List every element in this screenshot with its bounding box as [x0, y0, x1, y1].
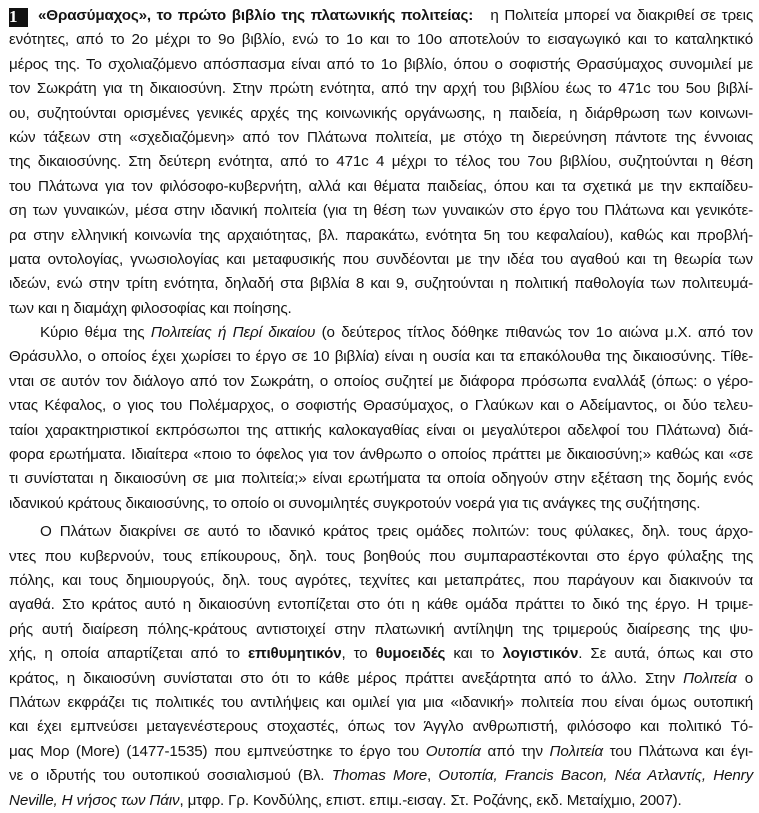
- text-line: [9, 126, 753, 150]
- italic-title: Ουτοπία, Francis Bacon, Νέα Ατλαντίς, Henry: [438, 767, 754, 785]
- text-run: μας Μορ (More) (1477-1535) που εμπνεύστηκε το έργο του: [9, 742, 426, 760]
- section-heading: «Θρασύμαχος», το πρώτο βιβλίο της πλατωνικής πολιτείας:: [38, 7, 474, 24]
- text-line: [9, 321, 753, 345]
- paragraph-republic-structure: [9, 4, 753, 321]
- text-line: [9, 520, 753, 544]
- text-run: ρής αυτή διαίρεση πόλης-κράτους αντιστοιχεί στην πλατωνική αντίληψη της τριμερούς διαίρεσης της ψυ-: [9, 620, 753, 638]
- italic-title: Πολιτεία: [549, 742, 604, 760]
- text-run: η Πολιτεία μπορεί να διακριθεί σε τρεις: [490, 7, 754, 24]
- text-line: [9, 370, 753, 394]
- bold-term: θυμοειδές: [375, 645, 446, 663]
- text-line: [9, 297, 753, 321]
- paragraph-three-classes: [9, 520, 753, 813]
- document-page: [9, 4, 753, 813]
- text-line: [9, 199, 753, 223]
- text-run: πόλης, και τους δημιουργούς, δηλ. τους αγρότες, τεχνίτες και μεταπράτες, που παράγουν και διακινούν τα: [9, 571, 753, 589]
- text-run: του Πλάτωνα και έγι-: [603, 742, 753, 760]
- text-run: κών τάξεων στη «σχεδιαζόμενη» από τον Πλάτωνα πολιτεία, με στόχο τη διερεύνηση πάντοτε της έννοιας: [9, 128, 753, 146]
- text-line: [9, 248, 753, 272]
- text-line: [9, 419, 753, 443]
- text-line: [9, 150, 753, 174]
- text-line: [9, 593, 753, 617]
- text-line: [9, 467, 753, 491]
- text-run: (ο δεύτερος τίτλος δόθηκε πιθανώς τον 1ο αιώνα μ.Χ. από τον: [315, 324, 753, 342]
- text-run: Θράσυλλο, ο οποίος έχει χωρίσει το έργο σε 10 βιβλία) είναι η ουσία και τα επακόλουθα της δικαιοσύνης. Τίθε-: [9, 348, 753, 366]
- text-run: ου, συζητούνται ορισμένες γενικές αρχές της κοινωνικής οργάνωσης, η παιδεία, η διάρθρωση των κοινωνι-: [9, 104, 753, 122]
- text-run: ο: [736, 669, 753, 687]
- text-line: [9, 789, 753, 813]
- text-run: ντας Κέφαλος, ο γιος του Πολέμαρχος, ο σοφιστής Θρασύμαχος, ο Γλαύκων και ο Αδείμαντος, οι δύο τελευ-: [9, 397, 753, 415]
- text-line: [9, 764, 753, 788]
- text-run: φορα ερωτήματα. Ιδιαίτερα «ποιο το όφελος για τον άνθρωπο ο οποίος πράττει με δικαιοσύνη;» καθώς και «σε: [9, 446, 753, 464]
- paragraph-main-theme: [9, 321, 753, 516]
- text-run: , μτφρ. Γρ. Κονδύλης, επιστ. επιμ.-εισαγ. Στ. Ροζάνης, εκδ. Μεταίχμιο, 2007).: [179, 791, 682, 809]
- text-run: νται σε αυτόν τον διάλογο από τον Σωκράτη, ο οποίος συζητεί με διάφορα πρόσωπα εναλλάξ (όπως: ο γέρο-: [9, 372, 753, 390]
- text-run: του Πλάτωνα για τον φιλόσοφο-κυβερνήτη, αλλά και θέματα παιδείας, όπου και τα σχετικά με την εκπαίδευ-: [9, 177, 753, 195]
- italic-title: Thomas More: [331, 767, 427, 785]
- text-run: . Σε αυτά, όπως και στο: [578, 645, 753, 663]
- bold-term: λογιστικόν: [502, 645, 579, 663]
- text-run: Ο Πλάτων διακρίνει σε αυτό το ιδανικό κράτος τρεις ομάδες πολιτών: τους φύλακες, δηλ. τους άρχο-: [40, 523, 753, 541]
- text-line: [9, 642, 753, 666]
- text-run: και έχει εμπνεύσει μεταγενέστερους στοχαστές, όπως τον Άγγλο ανθρωπιστή, φιλόσοφο και πολιτικό Tό-: [9, 718, 753, 736]
- text-run: ιδεών, ενώ στην τρίτη ενότητα, δηλαδή στα βιβλία 8 και 9, συζητούνται η πολιτική παθολογία των πολιτευμά-: [9, 275, 753, 293]
- text-run: ενότητες, από το 2ο μέχρι το 9ο βιβλίο, ενώ το 1ο και το 10ο αποτελούν το εισαγωγικό και το καταληκτικό: [9, 31, 753, 49]
- section-number-badge: 1: [9, 8, 28, 27]
- text-run: κράτος, η δικαιοσύνη συνίσταται στο ότι το κάθε μέρος πράττει ανεξάρτητα από το άλλο. Στην: [9, 669, 684, 687]
- text-line: [9, 102, 753, 126]
- text-line: [9, 443, 753, 467]
- text-line: [9, 618, 753, 642]
- text-line: [9, 4, 753, 28]
- text-line: [9, 394, 753, 418]
- text-run: ταίοι χαρακτηριστικοί εκπρόσωποι της αττικής καλοκαγαθίας είναι οι μεγαλύτεροι αδελφοί του Πλάτωνα) διά-: [9, 421, 753, 439]
- text-line: [9, 545, 753, 569]
- text-line: [9, 272, 753, 296]
- text-run: και το: [445, 645, 503, 663]
- text-run: ιδανικού κράτους δικαιοσύνης, το οποίο οι συνομιλητές συγκροτούν νοερά για τις ανάγκες της συζήτησης.: [9, 494, 701, 512]
- text-run: ματα οντολογίας, γνωσιολογίας και μεταφυσικής που συνδέονται με την ιδέα του αγαθού και τη θεωρία των: [9, 250, 753, 268]
- text-line: [9, 492, 753, 516]
- text-run: νε ο ιδρυτής του ουτοπικού σοσιαλισμού (Βλ.: [9, 767, 332, 785]
- text-line: [9, 175, 753, 199]
- text-run: , το: [341, 645, 376, 663]
- text-run: από την: [480, 742, 550, 760]
- italic-title: Neville, Η νήσος των Πάιν: [9, 791, 180, 809]
- text-line: [9, 53, 753, 77]
- text-line: [9, 224, 753, 248]
- text-run: Κύριο θέμα της: [40, 324, 151, 342]
- text-run: ρα στην ελληνική κοινωνία της αρχαιότητας, βλ. παρακάτω, ενότητα 5η του κεφαλαίου), καθώς και προβλή-: [9, 226, 753, 244]
- italic-title: Πολιτείας ή Περί δικαίου: [150, 324, 316, 342]
- italic-title: Ουτοπία: [425, 742, 481, 760]
- text-run: τι συνίσταται η δικαιοσύνη σε μια πολιτεία;» είναι ερωτήματα τα οποία οδηγούν στην εξέταση της δομής ενός: [9, 470, 753, 488]
- text-line: [9, 667, 753, 691]
- text-line: [9, 77, 753, 101]
- text-line: [9, 715, 753, 739]
- text-line: [9, 28, 753, 52]
- text-line: [9, 691, 753, 715]
- text-run: χής, η οποία απαρτίζεται από το: [9, 645, 248, 663]
- italic-title: Πολιτεία: [683, 669, 737, 687]
- text-run: ση των γυναικών, μέσα στην ιδανική πολιτεία (για τη θέση των γυναικών στο έργο του Πλάτωνα και γενικότε-: [9, 202, 753, 220]
- text-run: της δικαιοσύνης. Στη δεύτερη ενότητα, από το 471c 4 μέχρι το τέλος του 7ου βιβλίου, συζητούνται η θέση: [9, 153, 753, 171]
- bold-term: επιθυμητικόν: [247, 645, 342, 663]
- text-run: ντες που κυβερνούν, τους επίκουρους, δηλ. τους βοηθούς που συμπαραστέκονται στο έργο φύλαξης της: [9, 547, 753, 565]
- text-run: ,: [427, 767, 439, 785]
- text-line: [9, 345, 753, 369]
- text-line: [9, 740, 753, 764]
- heading-spacer: [473, 7, 484, 24]
- text-run: μέρος της. Το σχολιαζόμενο απόσπασμα είναι από το 1ο βιβλίο, όπου ο σοφιστής Θρασύμαχος συνομιλεί με: [9, 55, 753, 73]
- text-line: [9, 569, 753, 593]
- text-run: τον Σωκράτη για τη δικαιοσύνη. Στην πρώτη ενότητα, από την αρχή του βιβλίου έως το 471c του 5ου βιβλί-: [9, 80, 753, 98]
- text-run: Πλάτων εκφράζει τις πολιτικές του αντιλήψεις και ομιλεί για μια «ιδανική» πολιτεία που είναι όμως ουτοπική: [9, 693, 753, 711]
- text-run: αγαθά. Στο κράτος αυτό η δικαιοσύνη εντοπίζεται στο ότι η κάθε ομάδα πράττει το δικό της έργο. Η τριμε-: [9, 596, 753, 614]
- text-run: των και η διαμάχη φιλοσοφίας και ποίησης.: [9, 299, 292, 317]
